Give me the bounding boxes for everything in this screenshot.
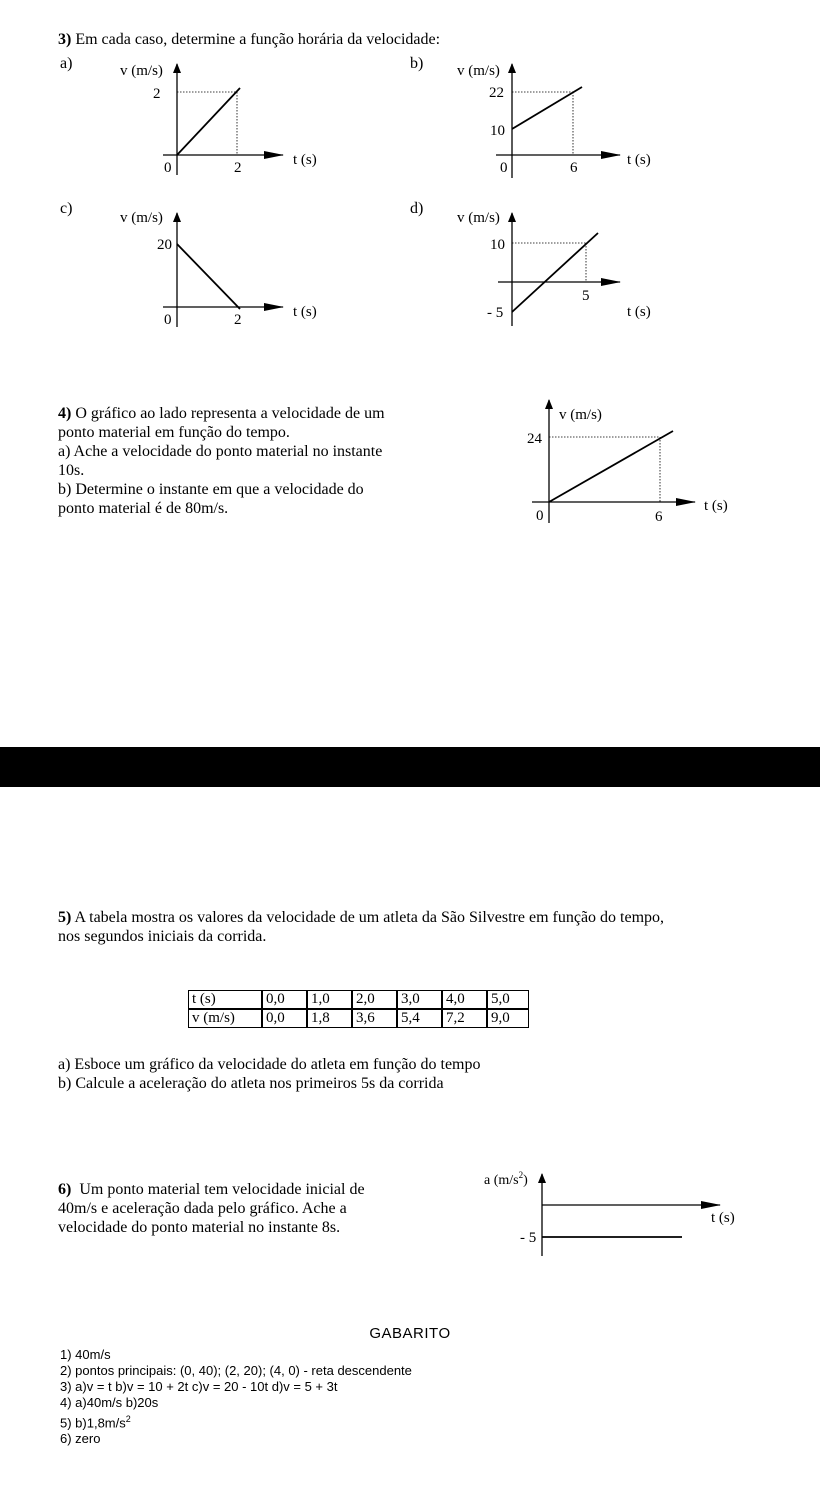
graph-a-label: a)	[60, 55, 73, 72]
graph-d-y-tick-neg: - 5	[487, 305, 504, 321]
graph-a-line	[177, 88, 240, 155]
q5-line2: nos segundos iniciais da corrida.	[58, 928, 267, 945]
gabarito-item: 6) zero	[60, 1431, 101, 1447]
graph-c-y-tick: 20	[157, 237, 172, 253]
table-cell: 5,4	[397, 1009, 442, 1028]
graph-c	[60, 200, 317, 328]
table-cell: 0,0	[262, 1009, 307, 1028]
q5-item-b: b) Calcule a aceleração do atleta nos primeiros 5s da corrida	[58, 1075, 444, 1092]
graph-b-label: b)	[410, 55, 424, 72]
graph-a-ylabel: v (m/s)	[120, 63, 163, 79]
gabarito-item-5: 5) $b)1,8m/s^2$	[60, 1414, 131, 1431]
q3-number: 3)	[58, 31, 72, 48]
graph-c-origin: 0	[164, 312, 172, 328]
graph-b	[410, 55, 651, 178]
graph-c-ylabel: v (m/s)	[120, 210, 163, 226]
table-cell: t (s)	[188, 990, 262, 1009]
q6-number: 6)	[58, 1181, 72, 1198]
q5-table	[188, 990, 529, 1028]
table-cell: 2,0	[352, 990, 397, 1009]
graph-c-label: c)	[60, 200, 73, 217]
graph-b-origin: 0	[500, 160, 508, 176]
q6-y-tick: - 5	[520, 1230, 537, 1246]
table-cell: 3,6	[352, 1009, 397, 1028]
q6-line2: 40m/s e aceleração dada pelo gráfico. Ache a	[58, 1200, 347, 1217]
gabarito-item: 1) 40m/s	[60, 1347, 111, 1362]
q4-statement	[58, 404, 448, 518]
graph-a-xlabel: t (s)	[293, 152, 317, 168]
gabarito-list	[60, 1347, 412, 1447]
graph-a-origin: 0	[164, 160, 172, 176]
graph-b-xlabel: t (s)	[627, 152, 651, 168]
graph-b-y-tick-top: 22	[489, 85, 504, 101]
q6-line3: velocidade do ponto material no instante 8s.	[58, 1219, 341, 1236]
graph-b-y-tick-mid: 10	[490, 123, 505, 139]
q4-y-tick: 24	[527, 431, 542, 447]
q4-line5: b) Determine o instante em que a velocidade do	[58, 481, 364, 498]
table-cell: 3,0	[397, 990, 442, 1009]
q5-statement	[58, 908, 778, 946]
q4-line4: 10s.	[58, 462, 85, 479]
q5-number: 5)	[58, 909, 72, 926]
q4-origin: 0	[536, 508, 544, 524]
q4-line6: ponto material é de 80m/s.	[58, 500, 229, 517]
q6-ylabel: a $(m/s^2)$	[484, 1170, 528, 1188]
table-cell: 0,0	[262, 990, 307, 1009]
page-divider-band	[0, 747, 820, 787]
graph-c-x-tick: 2	[234, 312, 242, 328]
graph-a-x-tick: 2	[234, 160, 242, 176]
q4-xlabel: t (s)	[704, 498, 728, 514]
q4-line	[549, 431, 673, 502]
q4-line2: ponto material em função do tempo.	[58, 424, 290, 441]
table-row-v	[188, 1009, 529, 1028]
table-row-t	[188, 990, 529, 1009]
q6-xlabel: t (s)	[711, 1210, 735, 1226]
graph-a-y-tick: 2	[153, 86, 161, 102]
graph-d-x-tick: 5	[582, 288, 590, 304]
graph-d-ylabel: v (m/s)	[457, 210, 500, 226]
gabarito-item: 4) a)40m/s b)20s	[60, 1395, 159, 1410]
gabarito-item: 3) a)v = t b)v = 10 + 2t c)v = 20 - 10t d)v = 5 + 3t	[60, 1379, 338, 1394]
q4-ylabel: v (m/s)	[559, 407, 602, 423]
q5-item-a: a) Esboce um gráfico da velocidade do atleta em função do tempo	[58, 1056, 481, 1073]
table-cell: 7,2	[442, 1009, 487, 1028]
table-cell: 1,0	[307, 990, 352, 1009]
q5-line1: A tabela mostra os valores da velocidade de um atleta da São Silvestre em função do tempo,	[74, 909, 665, 926]
graph-b-ylabel: v (m/s)	[457, 63, 500, 79]
table-cell: 1,8	[307, 1009, 352, 1028]
table-cell: v (m/s)	[188, 1009, 262, 1028]
graph-c-xlabel: t (s)	[293, 304, 317, 320]
graph-b-line	[512, 87, 582, 129]
q4-line3: a) Ache a velocidade do ponto material no instante	[58, 443, 383, 460]
q5-table-container	[188, 990, 529, 1028]
q4-x-tick: 6	[655, 509, 663, 525]
graph-d-label: d)	[410, 200, 424, 217]
q5-items	[58, 1055, 481, 1093]
q4-line1: O gráfico ao lado representa a velocidade de um	[75, 405, 385, 422]
graph-c-line	[177, 244, 240, 309]
graph-a	[60, 55, 317, 176]
q6-graph	[470, 1160, 760, 1260]
table-cell: 5,0	[487, 990, 529, 1009]
gabarito-item: 2) pontos principais: (0, 40); (2, 20); (4, 0) - reta descendente	[60, 1363, 412, 1378]
q3-text: Em cada caso, determine a função horária da velocidade:	[75, 31, 441, 48]
q4-number: 4)	[58, 405, 72, 422]
q4-graph	[500, 395, 760, 535]
graph-d-y-tick-top: 10	[490, 237, 505, 253]
q6-line1: Um ponto material tem velocidade inicial de	[79, 1181, 365, 1198]
q3-graphs	[0, 0, 820, 360]
table-cell: 9,0	[487, 1009, 529, 1028]
graph-b-x-tick: 6	[570, 160, 578, 176]
q6-statement	[58, 1180, 438, 1237]
table-cell: 4,0	[442, 990, 487, 1009]
gabarito-title: GABARITO	[369, 1325, 451, 1342]
graph-d-xlabel: t (s)	[627, 304, 651, 320]
graph-d	[410, 200, 651, 326]
